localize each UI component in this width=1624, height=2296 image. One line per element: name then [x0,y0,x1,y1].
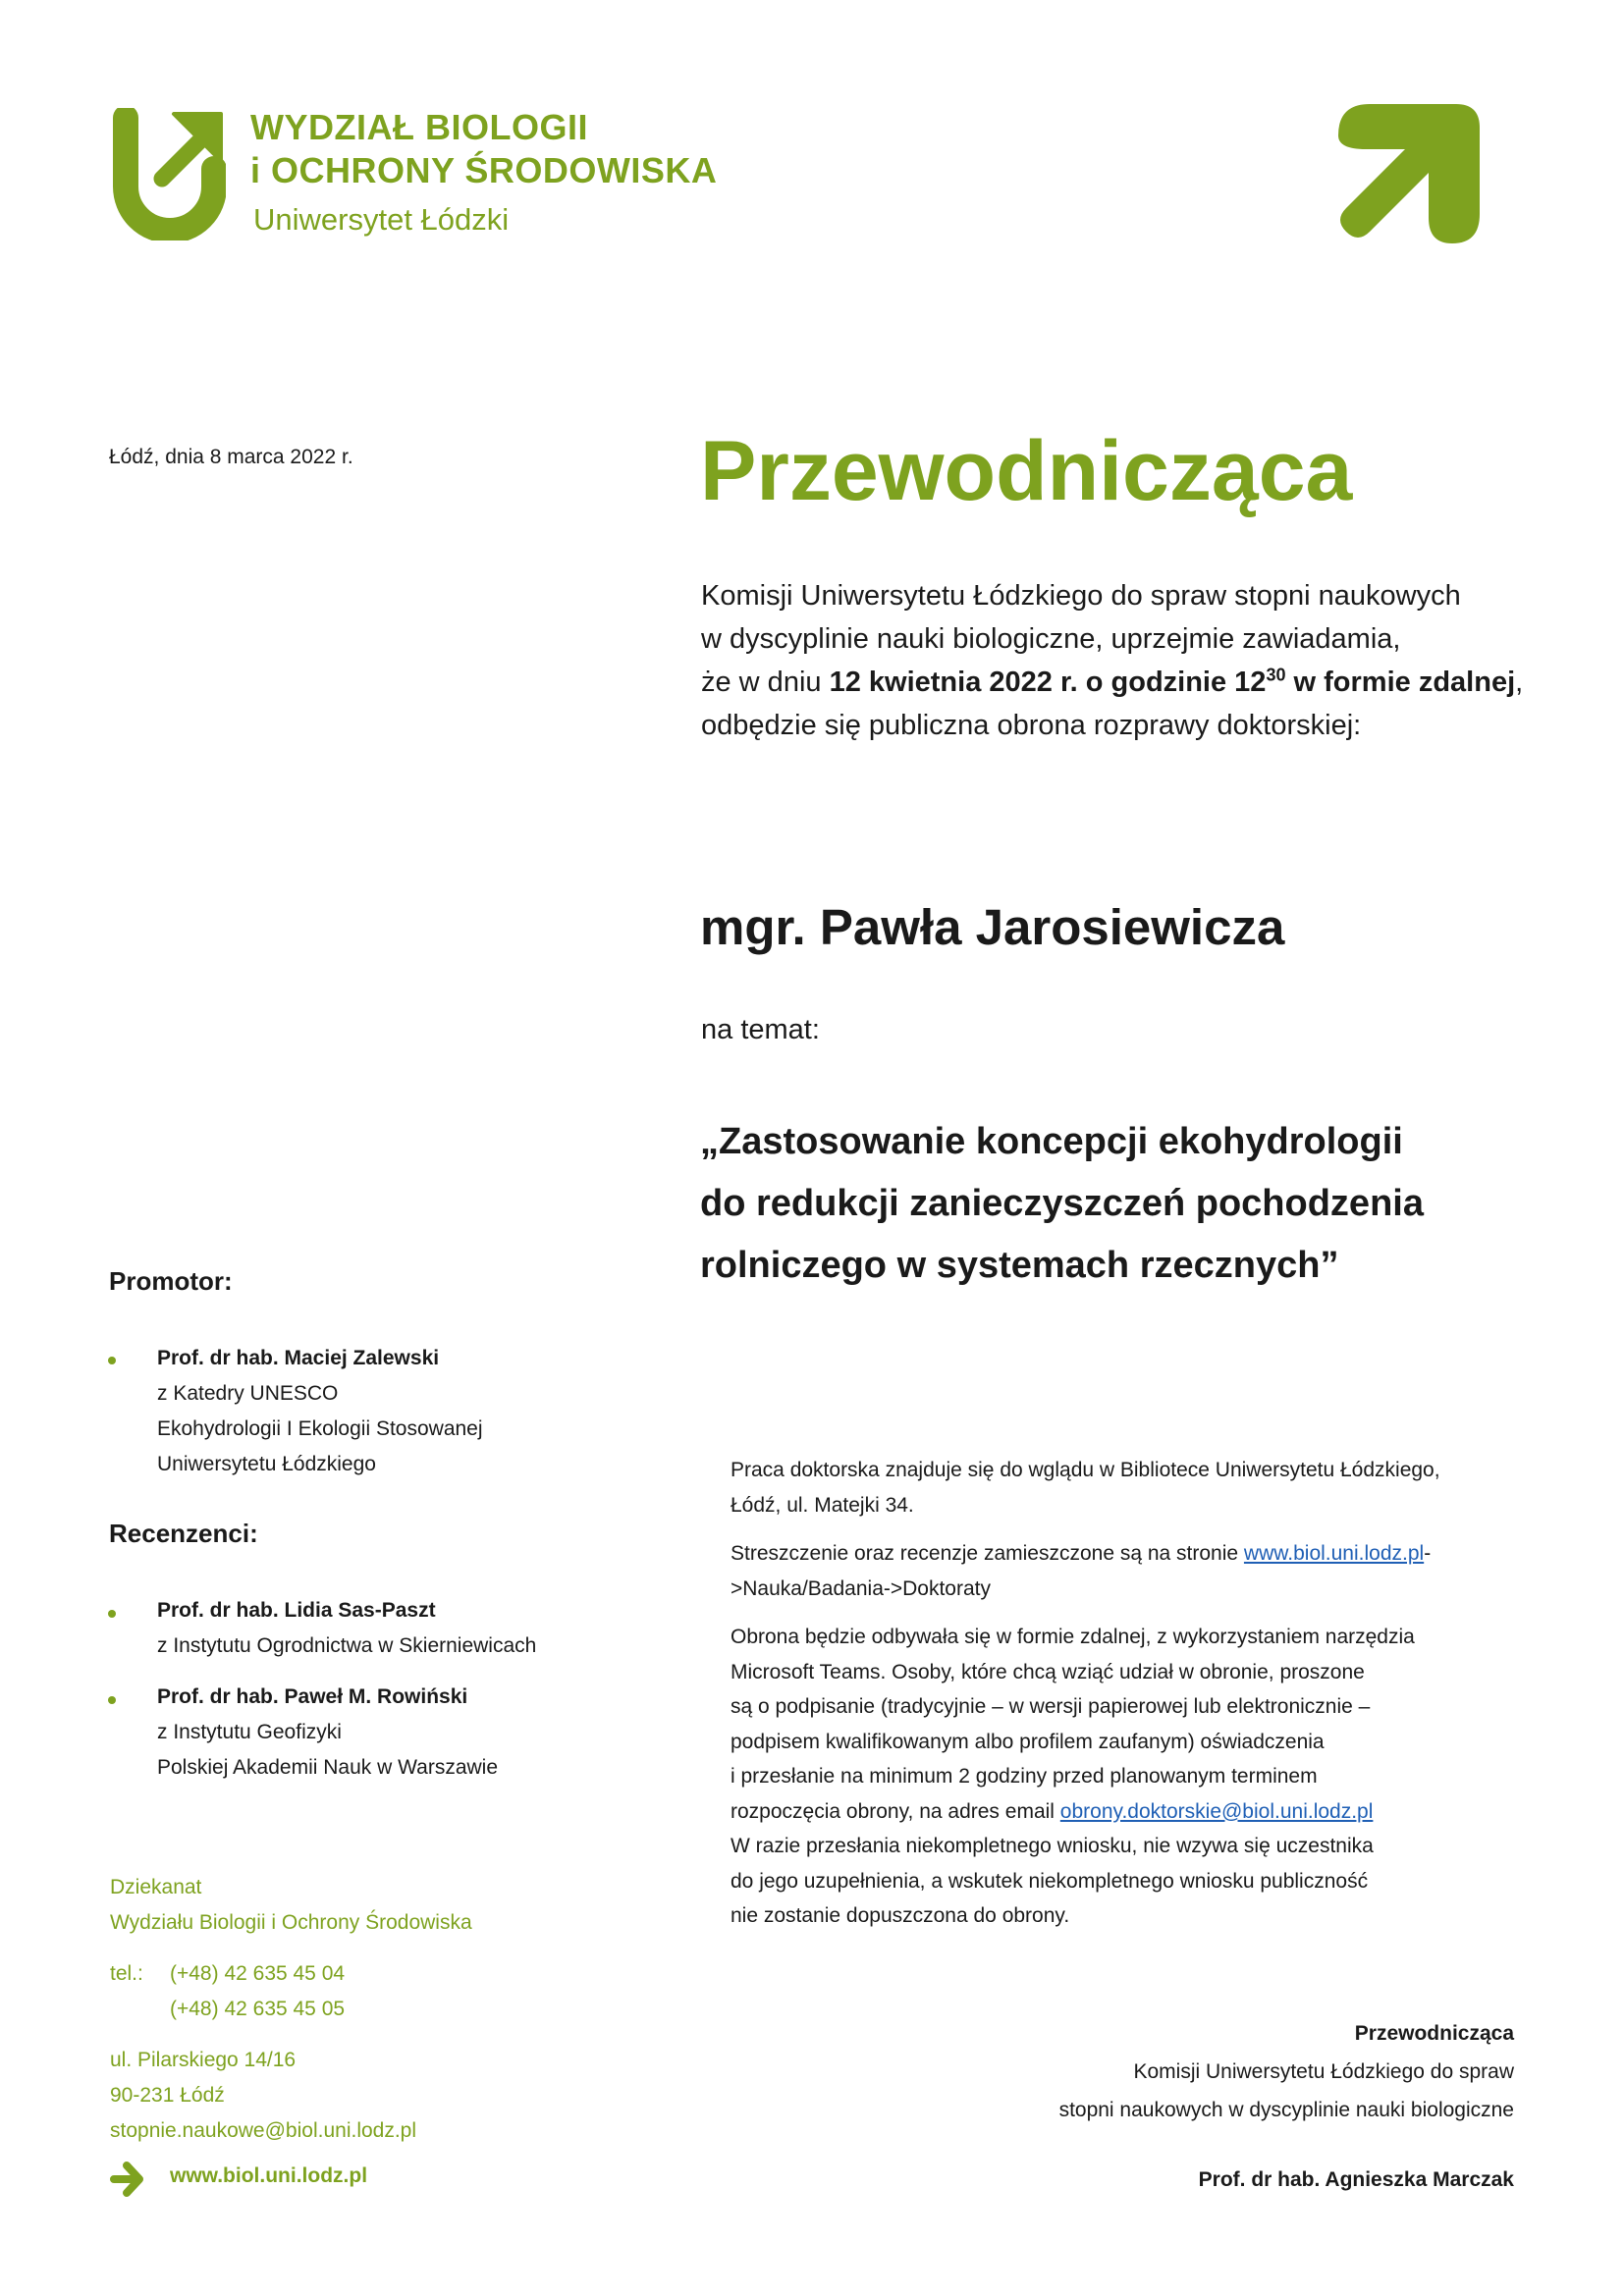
footer-website-link[interactable]: www.biol.uni.lodz.pl [170,2164,368,2187]
info-line: Obrona będzie odbywała się w formie zdalnej, z wykorzystaniem narzędzia [731,1626,1415,1648]
email-link[interactable]: obrony.doktorskie@biol.uni.lodz.pl [1059,1799,1374,1823]
info-line: >Nauka/Badania->Doktoraty [731,1576,991,1600]
info-line: podpisem kwalifikowanym albo profilem zaufanym) oświadczenia [731,1730,1325,1753]
promotor-affiliation: Uniwersytetu Łódzkiego [157,1453,376,1475]
defense-mode: w formie zdalnej [1285,667,1516,698]
website-link[interactable]: www.biol.uni.lodz.pl [1243,1542,1425,1565]
arrow-up-right-icon [1330,96,1488,251]
candidate-name: mgr. Pawła Jarosiewicza [700,899,1285,955]
info-line: Praca doktorska znajduje się do wglądu w Bibliotece Uniwersytetu Łódzkiego, [731,1459,1440,1481]
info-text: Streszczenie oraz recenzje zamieszczone są na stronie [731,1542,1244,1565]
promotor-entry [157,1341,483,1482]
contact-office: Dziekanat [110,1876,202,1898]
defense-time-minutes: 30 [1266,665,1286,685]
defense-info [731,1453,1440,1934]
document-date: Łódź, dnia 8 marca 2022 r. [109,446,353,468]
signature-name: Prof. dr hab. Agnieszka Marczak [1198,2168,1514,2191]
info-text: - [1424,1542,1432,1565]
contact-phone-2 [110,1992,472,2027]
faculty-name-line1: WYDZIAŁ BIOLOGII [250,107,588,147]
bullet-icon [108,1610,116,1618]
signature-role: Przewodnicząca [1354,2022,1514,2045]
phone-number[interactable]: (+48) 42 635 45 05 [170,1998,346,2020]
reviewer-entry [157,1680,498,1786]
signature-block [1059,2014,1514,2199]
thesis-title-line: do redukcji zanieczyszczeń pochodzenia [700,1183,1424,1224]
intro-line: odbędzie się publiczna obrona rozprawy doktorskiej: [701,710,1362,741]
promotor-heading: Promotor: [109,1266,233,1296]
contact-address-street: ul. Pilarskiego 14/16 [110,2049,297,2071]
reviewers-heading: Recenzenci: [109,1519,258,1548]
bullet-icon [108,1357,116,1364]
promotor-affiliation: z Katedry UNESCO [157,1382,339,1405]
thesis-title-line: rolniczego w systemach rzecznych” [700,1245,1339,1286]
promotor-name: Prof. dr hab. Maciej Zalewski [157,1347,440,1369]
contact-phone-1 [110,1956,472,1992]
faculty-logo-icon [113,108,226,240]
reviewer-affiliation: z Instytutu Geofizyki [157,1721,342,1743]
defense-date: 12 kwietnia 2022 r. o godzinie 12 [829,667,1267,698]
chevron-right-icon [110,2160,145,2199]
dean-office-contact [110,1870,472,2149]
intro-text: że w dniu [701,667,830,698]
phone-number[interactable]: (+48) 42 635 45 04 [170,1962,346,1985]
intro-line-date [701,661,1575,704]
info-line [731,1794,1440,1830]
reviewer-name: Prof. dr hab. Lidia Sas-Paszt [157,1599,436,1622]
info-line: W razie przesłania niekompletnego wniosku, nie wzywa się uczestnika [731,1835,1374,1857]
contact-email[interactable]: stopnie.naukowe@biol.uni.lodz.pl [110,2119,417,2142]
promotor-affiliation: Ekohydrologii I Ekologii Stosowanej [157,1417,483,1440]
info-line: są o podpisanie (tradycyjnie – w wersji papierowej lub elektronicznie – [731,1695,1371,1718]
info-line [731,1536,1440,1572]
faculty-name [250,106,717,192]
info-line: nie zostanie dopuszczona do obrony. [731,1904,1070,1927]
university-name: Uniwersytet Łódzki [253,202,510,237]
phone-label: tel.: [110,1962,143,1985]
reviewer-name: Prof. dr hab. Paweł M. Rowiński [157,1685,468,1708]
info-line: i przesłanie na minimum 2 godziny przed planowanym terminem [731,1765,1318,1788]
reviewer-affiliation: Polskiej Akademii Nauk w Warszawie [157,1756,499,1779]
reviewer-entry [157,1593,536,1664]
faculty-name-line2: i OCHRONY ŚRODOWISKA [250,150,718,190]
bullet-icon [108,1696,116,1704]
thesis-title [700,1111,1424,1297]
info-text: rozpoczęcia obrony, na adres email [731,1799,1060,1823]
page-title: Przewodnicząca [700,424,1353,518]
info-line: Łódź, ul. Matejki 34. [731,1493,914,1517]
contact-office-faculty: Wydziału Biologii i Ochrony Środowiska [110,1911,472,1934]
thesis-title-line: „Zastosowanie koncepcji ekohydrologii [700,1121,1403,1162]
reviewer-affiliation: z Instytutu Ogrodnictwa w Skierniewicach [157,1634,537,1657]
signature-line: Komisji Uniwersytetu Łódzkiego do spraw [1133,2060,1514,2083]
announcement-intro [701,574,1575,747]
intro-line: w dyscyplinie nauki biologiczne, uprzejmie zawiadamia, [701,623,1401,655]
info-line: do jego uzupełnienia, a wskutek niekompletnego wniosku publiczność [731,1869,1369,1893]
intro-line: Komisji Uniwersytetu Łódzkiego do spraw stopni naukowych [701,580,1461,612]
intro-text: , [1515,667,1524,698]
contact-address-city: 90-231 Łódź [110,2084,225,2107]
signature-line: stopni naukowych w dyscyplinie nauki biologiczne [1058,2099,1514,2121]
info-line: Microsoft Teams. Osoby, które chcą wziąć udział w obronie, proszone [731,1660,1365,1683]
topic-label: na temat: [701,1014,820,1045]
